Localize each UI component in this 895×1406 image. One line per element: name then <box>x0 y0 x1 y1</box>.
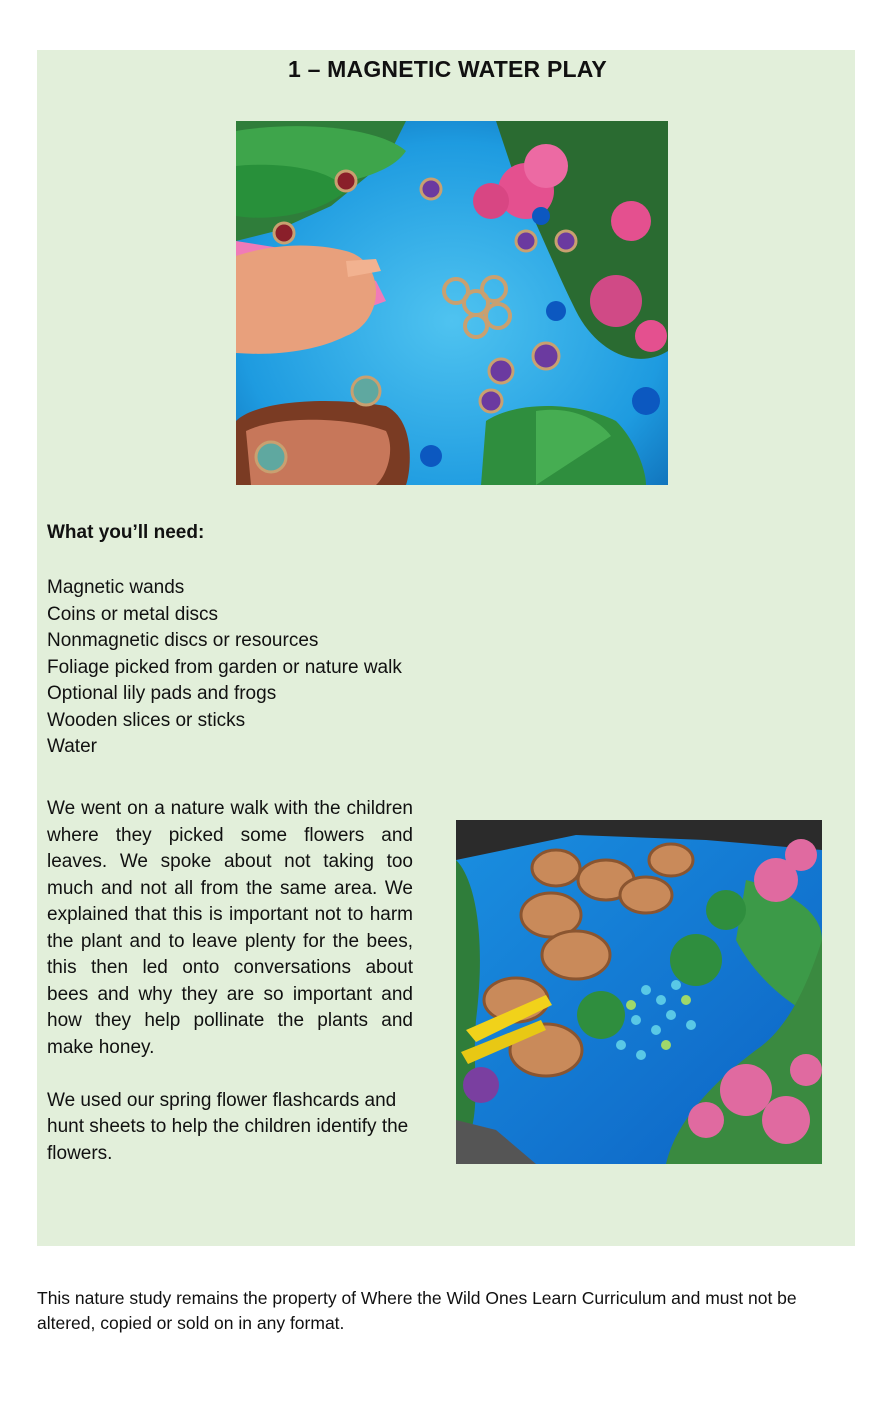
story-paragraph: We used our spring flower flashcards and hunt sheets to help the children identify the flowers. <box>47 1089 409 1164</box>
nature-tuff-tray-image <box>456 820 822 1164</box>
story-text <box>47 796 413 1167</box>
list-item: Magnetic wands <box>47 577 185 598</box>
list-item: Foliage picked from garden or nature walk <box>47 656 402 678</box>
nature-tuff-tray-photo <box>456 820 822 1164</box>
list-item: Nonmagnetic discs or resources <box>47 630 319 651</box>
needs-list <box>47 575 402 761</box>
story-paragraph: We went on a nature walk with the children where they picked some flowers and leaves. We spoke about not taking too much and not all from the same area. We explained that this is important not to harm the plant and to leave plenty for the bees, this then led onto conversations about bees and why they are so important and how they help pollinate the plants and make honey. <box>47 798 413 1058</box>
magnetic-water-play-image <box>236 121 668 485</box>
list-item: Coins or metal discs <box>47 603 219 625</box>
list-item: Water <box>47 736 97 757</box>
list-item: Wooden slices or sticks <box>47 709 246 731</box>
list-item: Optional lily pads and frogs <box>47 683 277 704</box>
page-title: 1 – MAGNETIC WATER PLAY <box>288 56 607 82</box>
copyright-notice: This nature study remains the property of Where the Wild Ones Learn Curriculum and must not be altered, copied or sold on in any format. <box>37 1288 797 1333</box>
needs-heading: What you’ll need: <box>47 522 205 543</box>
magnetic-water-play-photo <box>236 121 668 485</box>
